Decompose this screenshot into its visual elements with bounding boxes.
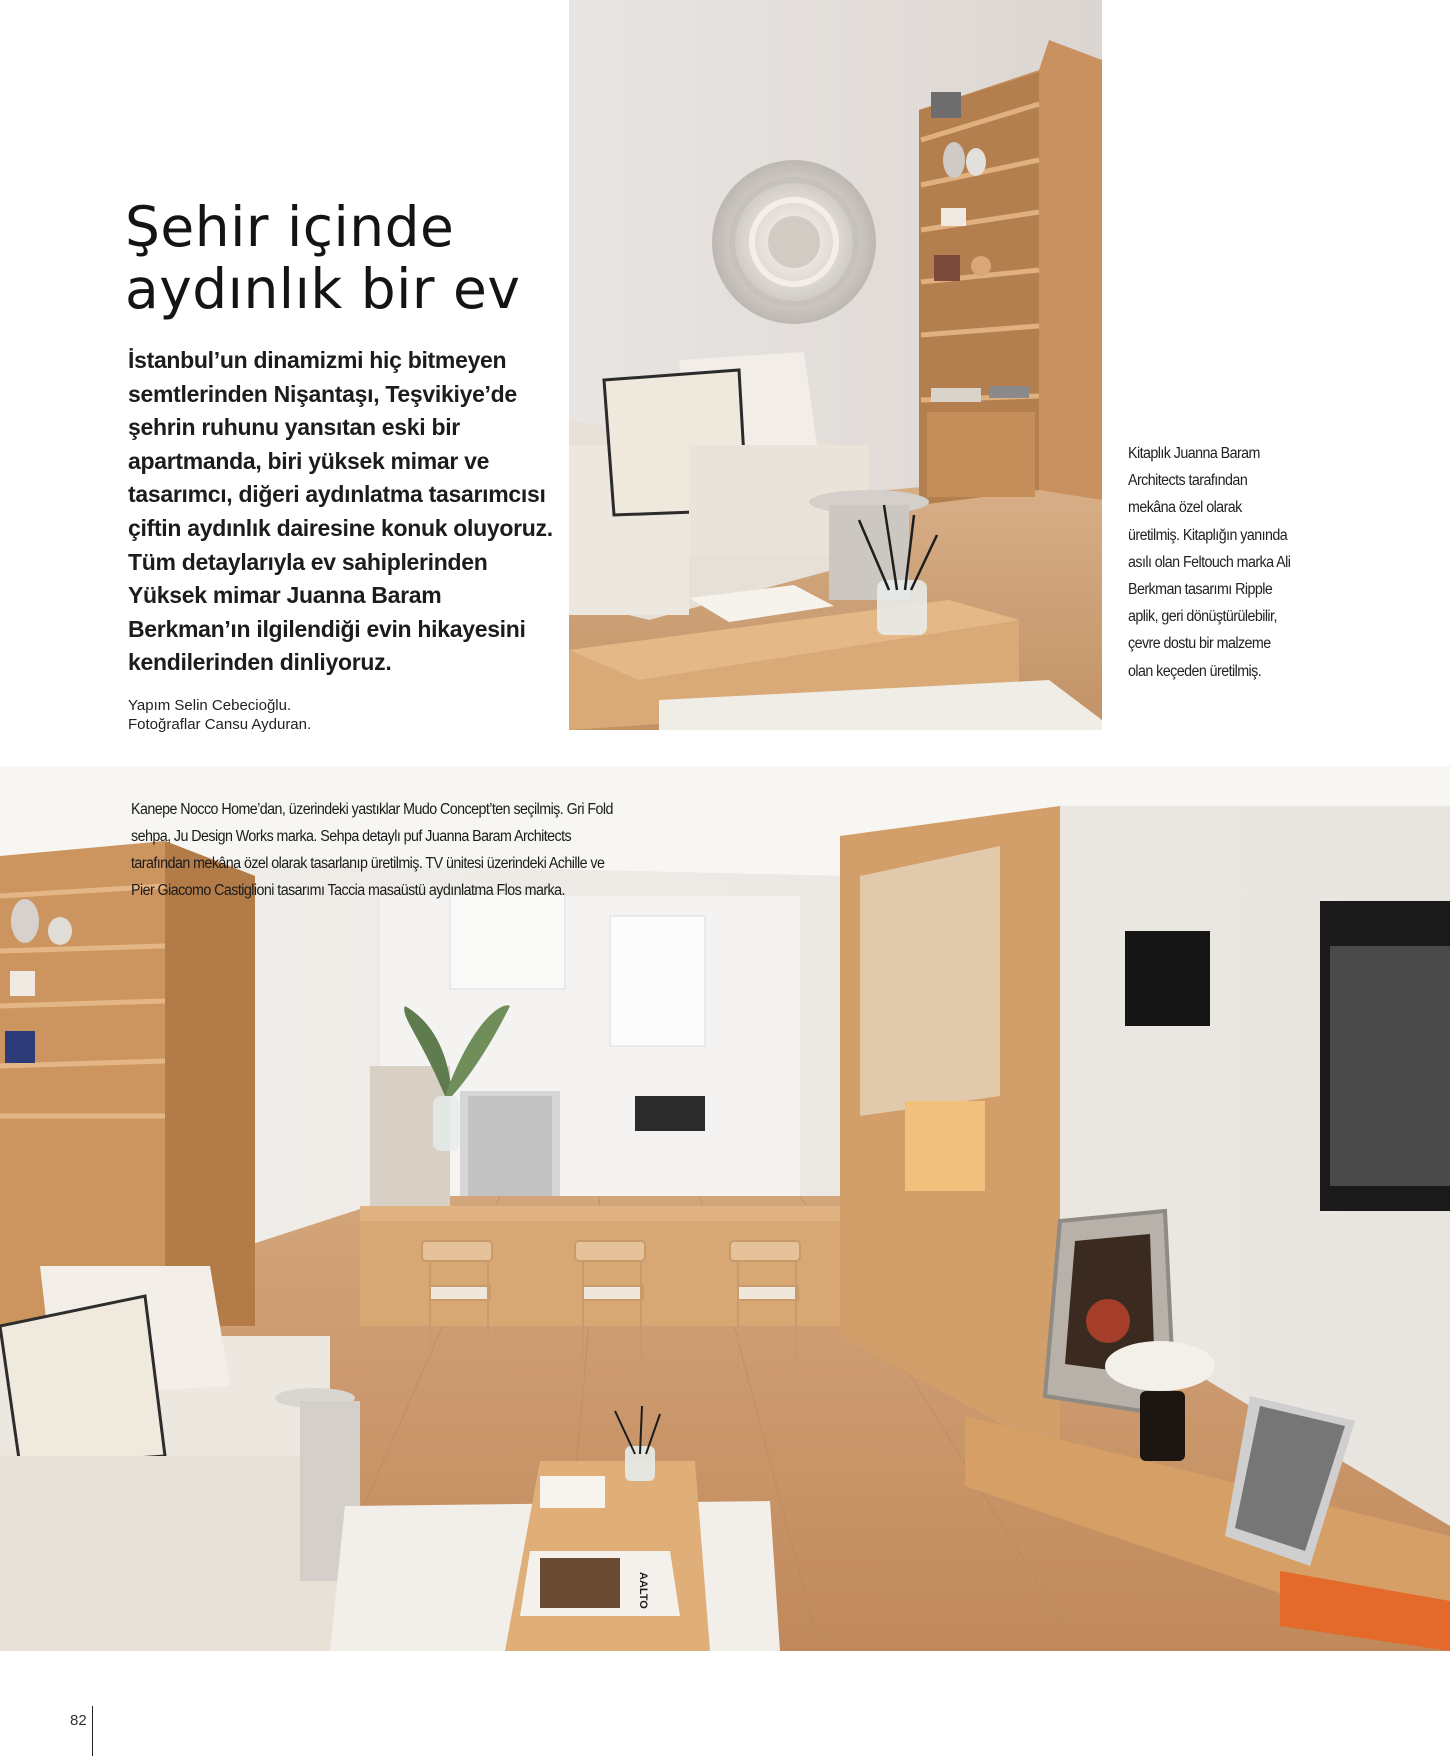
credit-production: Yapım Selin Cebecioğlu. [128, 697, 292, 714]
caption-living-room: Kanepe Nocco Home’dan, üzerindeki yastıklar Mudo Concept’ten seçilmiş. Gri Fold sehpa, Ju Design Works marka. Sehpa detaylı puf Juanna Baram Architects tarafından mekâna özel olarak tasarlanıp üretilmiş. TV ünitesi üzerindeki Achille ve Pier Giacomo Castiglioni tasarımı Taccia masaüstü aydınlatma Flos marka. [131, 801, 613, 899]
credit-photos: Fotoğraflar Cansu Ayduran. [128, 716, 312, 733]
caption-bookshelf: Kitaplık Juanna Baram Architects tarafından mekâna özel olarak üretilmiş. Kitaplığın yanında asılı olan Feltouch marka Ali Berkman tasarımı Ripple aplik, geri dönüştürülebilir, çevre dostu bir malzeme olan keçeden üretilmiş. [1128, 445, 1291, 680]
article-title: Şehir içinde aydınlık bir ev [125, 195, 521, 321]
left-bookshelf-illustration [0, 841, 255, 1326]
photo-book-title [637, 1572, 649, 1609]
photo-living-corner-illustration [569, 0, 1102, 730]
article-intro: İstanbul’un dinamizmi hiç bitmeyen semtlerinden Nişantaşı, Teşvikiye’de şehrin ruhunu yansıtan eski bir apartmanda, biri yüksek mimar ve tasarımcı, diğeri aydınlatma tasarımcısı çiftin aydınlık dairesine konuk oluyoruz. Tüm detaylarıyla ev sahiplerinden Yüksek mimar Juanna Baram Berkman’ın ilgilendiği evin hikayesini kendilerinden dinliyoruz. [128, 347, 553, 676]
bookshelf-illustration [919, 40, 1102, 505]
page-number: 82 [70, 1712, 87, 1729]
ripple-wall-lamp-illustration [712, 160, 876, 324]
credits [128, 696, 428, 734]
page-number-rule [92, 1706, 93, 1756]
book-cover-text: AALTO [637, 1572, 649, 1609]
photo-living-corner [569, 0, 1102, 730]
